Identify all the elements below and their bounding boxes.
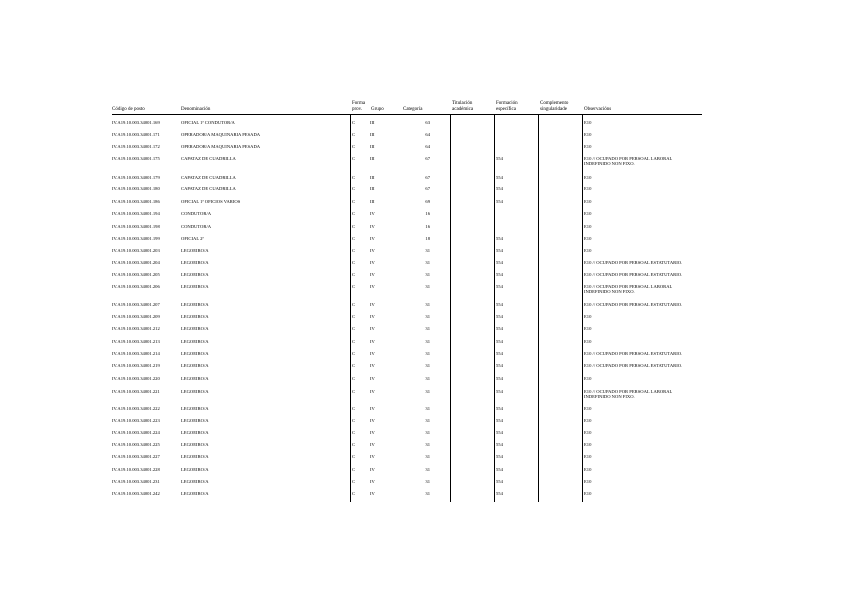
observacions-cell: E10	[584, 454, 592, 459]
formacion-cell: 554	[496, 186, 503, 191]
observacions-cell: E10	[584, 479, 592, 484]
codigo-cell: IV.A19.10.003.34001.186	[112, 199, 160, 204]
forma-prov-cell: C	[352, 186, 356, 191]
observacions-cell: E10	[584, 132, 592, 137]
observacions-cell: E10	[584, 376, 592, 381]
column-separator	[582, 114, 583, 502]
grupo-cell: IV	[370, 272, 375, 277]
forma-prov-cell: C	[352, 272, 356, 277]
categoria-cell: 31	[425, 363, 430, 368]
codigo-cell: IV.A19.10.003.34001.179	[112, 175, 160, 180]
forma-prov-cell: C	[352, 406, 356, 411]
formacion-cell: 554	[496, 326, 503, 331]
categoria-cell: 31	[425, 454, 430, 459]
grupo-cell: III	[370, 175, 375, 180]
formacion-cell: 554	[496, 430, 503, 435]
observacions-cell: E10 // OCUPADO POR PERSOAL ESTATUTARIO.	[584, 260, 683, 265]
column-separator	[494, 114, 495, 502]
observacions-cell: E10 // OCUPADO POR PERSOAL ESTATUTARIO.	[584, 363, 683, 368]
grupo-cell: IV	[370, 326, 375, 331]
grupo-cell: IV	[370, 430, 375, 435]
observacions-cell: E10 // OCUPADO POR PERSOAL ESTATUTARIO.	[584, 302, 683, 307]
denominacion-cell: LEGOEIRO/A	[181, 479, 209, 484]
codigo-cell: IV.A19.10.003.34001.180	[112, 186, 160, 191]
header-denominacion: Denominación	[181, 107, 211, 112]
forma-prov-cell: C	[352, 175, 356, 180]
grupo-cell: III	[370, 144, 375, 149]
codigo-cell: IV.A19.10.003.34001.227	[112, 454, 160, 459]
forma-prov-cell: C	[352, 156, 356, 161]
codigo-cell: IV.A19.10.003.34001.242	[112, 491, 160, 496]
grupo-cell: IV	[370, 260, 375, 265]
codigo-cell: IV.A19.10.003.34001.212	[112, 326, 160, 331]
formacion-cell: 554	[496, 236, 503, 241]
codigo-cell: IV.A19.10.003.34001.172	[112, 144, 160, 149]
grupo-cell: IV	[370, 339, 375, 344]
categoria-cell: 31	[425, 284, 430, 289]
formacion-cell: 554	[496, 284, 503, 289]
grupo-cell: IV	[370, 454, 375, 459]
codigo-cell: IV.A19.10.003.34001.194	[112, 211, 160, 216]
categoria-cell: 67	[425, 175, 430, 180]
observacions-cell: E10 // OCUPADO POR PERSOAL LABORAL INDEFINIDO NON FIXO.	[584, 389, 673, 400]
grupo-cell: III	[370, 156, 375, 161]
denominacion-cell: LEGOEIRO/A	[181, 272, 209, 277]
forma-prov-cell: C	[352, 314, 356, 319]
formacion-cell: 554	[496, 272, 503, 277]
forma-prov-cell: C	[352, 430, 356, 435]
codigo-cell: IV.A19.10.003.34001.220	[112, 376, 160, 381]
codigo-cell: IV.A19.10.003.34001.228	[112, 467, 160, 472]
formacion-cell: 554	[496, 491, 503, 496]
header-titulacion: Titulación académica	[452, 101, 474, 112]
forma-prov-cell: C	[352, 479, 356, 484]
categoria-cell: 31	[425, 442, 430, 447]
codigo-cell: IV.A19.10.003.34001.198	[112, 224, 160, 229]
observacions-cell: E10	[584, 339, 592, 344]
codigo-cell: IV.A19.10.003.34001.219	[112, 363, 160, 368]
grupo-cell: IV	[370, 284, 375, 289]
forma-prov-cell: C	[352, 326, 356, 331]
categoria-cell: 31	[425, 326, 430, 331]
forma-prov-cell: C	[352, 211, 356, 216]
categoria-cell: 64	[425, 144, 430, 149]
denominacion-cell: LEGOEIRO/A	[181, 491, 209, 496]
forma-prov-cell: C	[352, 491, 356, 496]
observacions-cell: E10	[584, 186, 592, 191]
grupo-cell: III	[370, 186, 375, 191]
grupo-cell: IV	[370, 351, 375, 356]
denominacion-cell: LEGOEIRO/A	[181, 430, 209, 435]
formacion-cell: 554	[496, 389, 503, 394]
denominacion-cell: CAPATAZ DE CUADRILLA	[181, 156, 236, 161]
categoria-cell: 31	[425, 389, 430, 394]
grupo-cell: IV	[370, 479, 375, 484]
categoria-cell: 31	[425, 272, 430, 277]
categoria-cell: 31	[425, 418, 430, 423]
codigo-cell: IV.A19.10.003.34001.206	[112, 284, 160, 289]
categoria-cell: 16	[425, 211, 430, 216]
forma-prov-cell: C	[352, 339, 356, 344]
denominacion-cell: CAPATAZ DE CUADRILLA	[181, 186, 236, 191]
header-observacions: Observacións	[584, 107, 612, 112]
categoria-cell: 63	[425, 120, 430, 125]
observacions-cell: E10	[584, 442, 592, 447]
observacions-cell: E10	[584, 418, 592, 423]
denominacion-cell: OFICIAL 1ª CONDUTOR/A	[181, 120, 235, 125]
categoria-cell: 67	[425, 156, 430, 161]
formacion-cell: 554	[496, 351, 503, 356]
grupo-cell: III	[370, 132, 375, 137]
codigo-cell: IV.A19.10.003.34001.203	[112, 248, 160, 253]
grupo-cell: IV	[370, 467, 375, 472]
categoria-cell: 64	[425, 132, 430, 137]
forma-prov-cell: C	[352, 363, 356, 368]
categoria-cell: 31	[425, 248, 430, 253]
denominacion-cell: OFICIAL 1ª OFICIOS VARIOS	[181, 199, 241, 204]
grupo-cell: IV	[370, 302, 375, 307]
observacions-cell: E10 // OCUPADO POR PERSOAL LABORAL INDEFINIDO NON FIXO.	[584, 284, 673, 295]
denominacion-cell: OFICIAL 2ª	[181, 236, 204, 241]
forma-prov-cell: C	[352, 467, 356, 472]
formacion-cell: 554	[496, 376, 503, 381]
denominacion-cell: LEGOEIRO/A	[181, 363, 209, 368]
denominacion-cell: LEGOEIRO/A	[181, 351, 209, 356]
formacion-cell: 554	[496, 175, 503, 180]
codigo-cell: IV.A19.10.003.34001.223	[112, 418, 160, 423]
forma-prov-cell: C	[352, 260, 356, 265]
codigo-cell: IV.A19.10.003.34001.222	[112, 406, 160, 411]
denominacion-cell: LEGOEIRO/A	[181, 284, 209, 289]
grupo-cell: IV	[370, 418, 375, 423]
denominacion-cell: LEGOEIRO/A	[181, 326, 209, 331]
observacions-cell: E10	[584, 430, 592, 435]
denominacion-cell: LEGOEIRO/A	[181, 339, 209, 344]
formacion-cell: 554	[496, 339, 503, 344]
header-codigo: Código de posto	[112, 107, 145, 112]
denominacion-cell: OPERADOR/A MAQUINARIA PESADA	[181, 132, 261, 137]
formacion-cell: 554	[496, 314, 503, 319]
forma-prov-cell: C	[352, 418, 356, 423]
forma-prov-cell: C	[352, 302, 356, 307]
categoria-cell: 31	[425, 467, 430, 472]
denominacion-cell: LEGOEIRO/A	[181, 418, 209, 423]
grupo-cell: IV	[370, 314, 375, 319]
forma-prov-cell: C	[352, 351, 356, 356]
forma-prov-cell: C	[352, 236, 356, 241]
codigo-cell: IV.A19.10.003.34001.231	[112, 479, 160, 484]
formacion-cell: 554	[496, 479, 503, 484]
observacions-cell: E10	[584, 236, 592, 241]
header-categoria: Categoría	[403, 107, 423, 112]
codigo-cell: IV.A19.10.003.34001.199	[112, 236, 160, 241]
codigo-cell: IV.A19.10.003.34001.205	[112, 272, 160, 277]
denominacion-cell: CONDUTOR/A	[181, 224, 212, 229]
grupo-cell: IV	[370, 363, 375, 368]
formacion-cell: 554	[496, 467, 503, 472]
formacion-cell: 554	[496, 248, 503, 253]
formacion-cell: 554	[496, 418, 503, 423]
formacion-cell: 554	[496, 442, 503, 447]
grupo-cell: III	[370, 120, 375, 125]
denominacion-cell: LEGOEIRO/A	[181, 314, 209, 319]
formacion-cell: 554	[496, 406, 503, 411]
forma-prov-cell: C	[352, 224, 356, 229]
grupo-cell: IV	[370, 376, 375, 381]
formacion-cell: 554	[496, 199, 503, 204]
header-rule	[112, 114, 702, 115]
formacion-cell: 554	[496, 454, 503, 459]
categoria-cell: 16	[425, 224, 430, 229]
grupo-cell: IV	[370, 224, 375, 229]
observacions-cell: E10 // OCUPADO POR PERSOAL ESTATUTARIO.	[584, 272, 683, 277]
forma-prov-cell: C	[352, 376, 356, 381]
categoria-cell: 31	[425, 479, 430, 484]
observacions-cell: E10	[584, 120, 592, 125]
codigo-cell: IV.A19.10.003.34001.221	[112, 389, 160, 394]
forma-prov-cell: C	[352, 144, 356, 149]
observacions-cell: E10	[584, 467, 592, 472]
categoria-cell: 69	[425, 199, 430, 204]
formacion-cell: 554	[496, 156, 503, 161]
denominacion-cell: LEGOEIRO/A	[181, 248, 209, 253]
categoria-cell: 31	[425, 314, 430, 319]
header-formacion: Formación específica	[496, 101, 518, 112]
forma-prov-cell: C	[352, 248, 356, 253]
categoria-cell: 31	[425, 351, 430, 356]
categoria-cell: 18	[425, 236, 430, 241]
denominacion-cell: LEGOEIRO/A	[181, 389, 209, 394]
codigo-cell: IV.A19.10.003.34001.171	[112, 132, 160, 137]
codigo-cell: IV.A19.10.003.34001.209	[112, 314, 160, 319]
header-complemento: Complemento singularidade	[540, 101, 569, 112]
denominacion-cell: LEGOEIRO/A	[181, 454, 209, 459]
grupo-cell: IV	[370, 211, 375, 216]
column-separator	[450, 114, 451, 502]
denominacion-cell: LEGOEIRO/A	[181, 302, 209, 307]
denominacion-cell: OPERADOR/A MAQUINARIA PESADA	[181, 144, 261, 149]
categoria-cell: 31	[425, 339, 430, 344]
codigo-cell: IV.A19.10.003.34001.214	[112, 351, 160, 356]
categoria-cell: 31	[425, 302, 430, 307]
denominacion-cell: LEGOEIRO/A	[181, 467, 209, 472]
forma-prov-cell: C	[352, 199, 356, 204]
categoria-cell: 31	[425, 491, 430, 496]
formacion-cell: 554	[496, 260, 503, 265]
observacions-cell: E10	[584, 199, 592, 204]
forma-prov-cell: C	[352, 284, 356, 289]
codigo-cell: IV.A19.10.003.34001.207	[112, 302, 160, 307]
grupo-cell: IV	[370, 406, 375, 411]
denominacion-cell: LEGOEIRO/A	[181, 406, 209, 411]
denominacion-cell: CAPATAZ DE CUADRILLA	[181, 175, 236, 180]
denominacion-cell: LEGOEIRO/A	[181, 376, 209, 381]
observacions-cell: E10	[584, 406, 592, 411]
column-separator	[350, 114, 351, 502]
categoria-cell: 31	[425, 376, 430, 381]
grupo-cell: IV	[370, 248, 375, 253]
codigo-cell: IV.A19.10.003.34001.175	[112, 156, 160, 161]
codigo-cell: IV.A19.10.003.34001.224	[112, 430, 160, 435]
categoria-cell: 31	[425, 430, 430, 435]
observacions-cell: E10	[584, 175, 592, 180]
formacion-cell: 554	[496, 363, 503, 368]
observacions-cell: E10	[584, 144, 592, 149]
column-separator	[538, 114, 539, 502]
grupo-cell: IV	[370, 442, 375, 447]
header-grupo: Grupo	[371, 107, 384, 112]
codigo-cell: IV.A19.10.003.34001.213	[112, 339, 160, 344]
grupo-cell: IV	[370, 491, 375, 496]
forma-prov-cell: C	[352, 120, 356, 125]
categoria-cell: 31	[425, 406, 430, 411]
forma-prov-cell: C	[352, 132, 356, 137]
codigo-cell: IV.A19.10.003.34001.225	[112, 442, 160, 447]
grupo-cell: IV	[370, 236, 375, 241]
observacions-cell: E10	[584, 491, 592, 496]
forma-prov-cell: C	[352, 454, 356, 459]
grupo-cell: III	[370, 199, 375, 204]
observacions-cell: E10 // OCUPADO POR PERSOAL LABORAL INDEFINIDO NON FIXO.	[584, 156, 673, 167]
observacions-cell: E10	[584, 314, 592, 319]
grupo-cell: IV	[370, 389, 375, 394]
codigo-cell: IV.A19.10.003.34001.169	[112, 120, 160, 125]
denominacion-cell: CONDUTOR/A	[181, 211, 212, 216]
observacions-cell: E10	[584, 224, 592, 229]
observacions-cell: E10 // OCUPADO POR PERSOAL ESTATUTARIO.	[584, 351, 683, 356]
observacions-cell: E10	[584, 326, 592, 331]
header-forma-prov: Forma prov.	[352, 101, 366, 112]
categoria-cell: 31	[425, 260, 430, 265]
categoria-cell: 67	[425, 186, 430, 191]
denominacion-cell: LEGOEIRO/A	[181, 260, 209, 265]
observacions-cell: E10	[584, 211, 592, 216]
formacion-cell: 554	[496, 302, 503, 307]
observacions-cell: E10	[584, 248, 592, 253]
forma-prov-cell: C	[352, 442, 356, 447]
denominacion-cell: LEGOEIRO/A	[181, 442, 209, 447]
codigo-cell: IV.A19.10.003.34001.204	[112, 260, 160, 265]
forma-prov-cell: C	[352, 389, 356, 394]
